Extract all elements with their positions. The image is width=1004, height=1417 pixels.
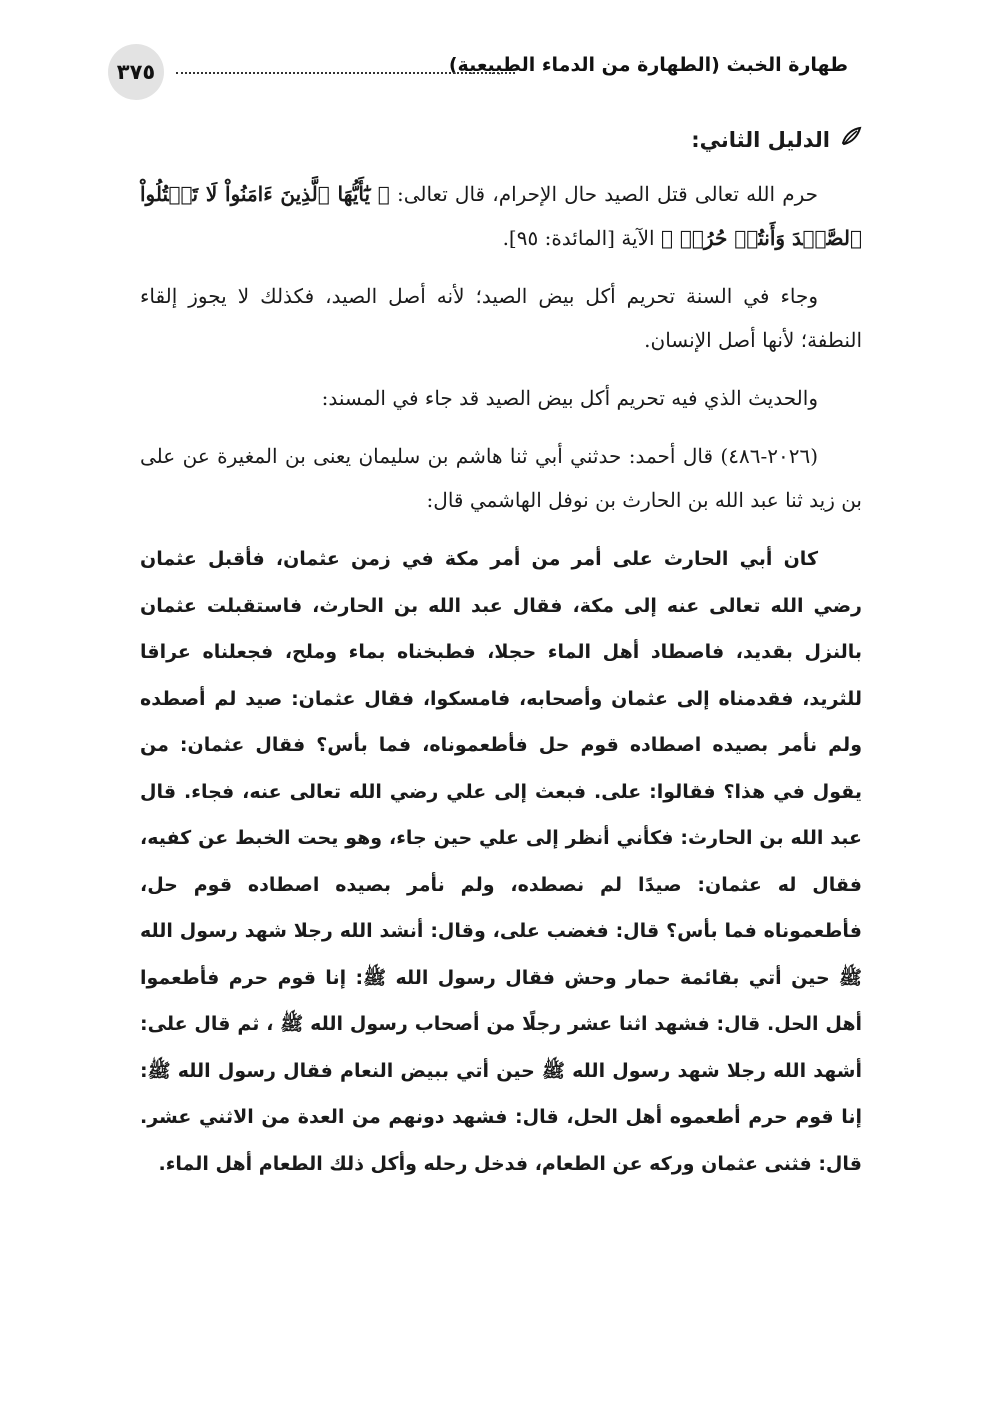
paragraph-1-text: حرم الله تعالى قتل الصيد حال الإحرام، قال تعالى: [389, 182, 818, 206]
paragraph-3: والحديث الذي فيه تحريم أكل بيض الصيد قد جاء في المسند: [321, 386, 818, 410]
page-header [108, 44, 860, 100]
running-title: طهارة الخبث (الطهارة من الدماء الطبيعية) [448, 54, 848, 76]
header-dotted-leader [176, 72, 515, 74]
page-body [140, 118, 862, 1187]
page-number-badge [108, 44, 164, 100]
hadith-text: كان أبي الحارث على أمر من أمر مكة في زمن عثمان، فأقبل عثمان رضي الله تعالى عنه إلى مكة، فقال عبد الله بن الحارث، فاستقبلت عثمان بالنزل بقديد، فاصطاد أهل الماء حجلا، فطبخناه بماء وملح، فجعلناه عراقا للثريد، فقدمناه إلى عثمان وأصحابه، فامسكوا، فقال عثمان: صيد لم أصطده ولم نأمر بصيده اصطاده قوم حل فأطعموناه، فما بأس؟ فقال عثمان: من يقول في هذا؟ فقالوا: على. فبعث إلى علي رضي الله تعالى عنه، فجاء. قال عبد الله بن الحارث: فكأني أنظر إلى علي حين جاء، وهو يحت الخبط عن كفيه، فقال له عثمان: صيدًا لم نصطده، ولم نأمر بصيده اصطاده قوم حل، فأطعموناه فما بأس؟ قال: فغضب على، وقال: أنشد الله رجلا شهد رسول الله ﷺ حين أتي بقائمة حمار وحش فقال رسول الله ﷺ: إنا قوم حرم فأطعموا أهل الحل. قال: فشهد اثنا عشر رجلًا من أصحاب رسول الله ﷺ ، ثم قال على: أشهد الله رجلا شهد رسول الله ﷺ حين أتي ببيض النعام فقال رسول الله ﷺ: إنا قوم حرم أطعموه أهل الحل، قال: فشهد دونهم من العدة من الاثني عشر. قال: فثنى عثمان وركه عن الطعام، فدخل رحله وأكل ذلك الطعام أهل الماء. [140, 548, 862, 1175]
paragraph-1 [140, 172, 862, 260]
page-number: ٣٧٥ [116, 60, 156, 84]
paragraph-2: وجاء في السنة تحريم أكل بيض الصيد؛ لأنه أصل الصيد، فكذلك لا يجوز إلقاء النطفة؛ لأنها أصل الإنسان. [140, 284, 862, 352]
verse-reference: الآية [المائدة: ٩٥]. [502, 226, 661, 250]
section-heading [140, 118, 862, 162]
section-heading-text: الدليل الثاني: [691, 128, 830, 152]
paragraph-4-isnad: (٢٠٢٦-٤٨٦) قال أحمد: حدثني أبي ثنا هاشم بن سليمان يعنى بن المغيرة عن على بن زيد ثنا عبد الله بن الحارث بن نوفل الهاشمي قال: [140, 444, 862, 512]
quran-verse: ﴿ يَٰٓأَيُّهَا ٱلَّذِينَ ءَامَنُواْ لَا تَقۡتُلُواْ ٱلصَّيۡدَ وَأَنتُمۡ حُرُمٞ ﴾ [140, 182, 862, 250]
leaf-ornament-icon [840, 118, 862, 162]
